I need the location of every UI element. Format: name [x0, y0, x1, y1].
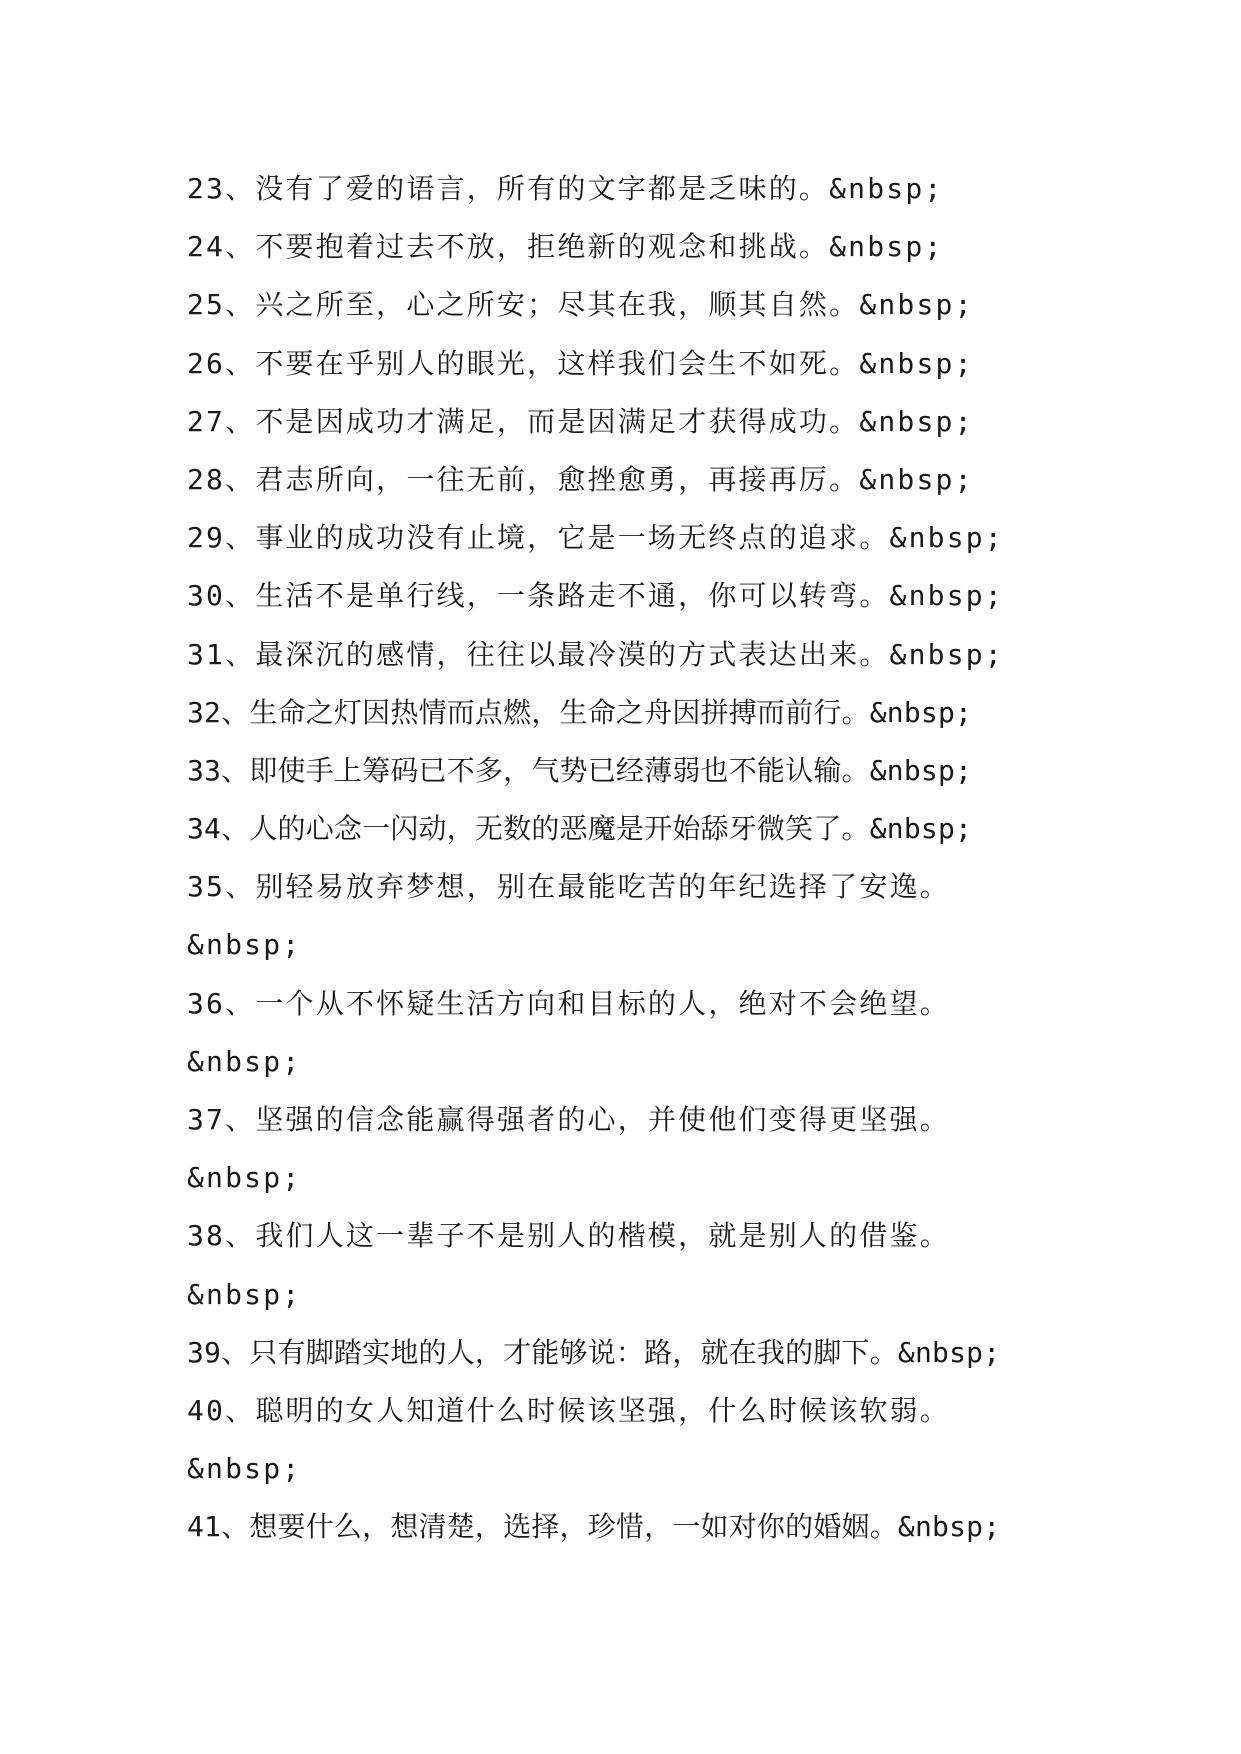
text-line: 32、生命之灯因热情而点燃，生命之舟因拼搏而前行。&nbsp;	[187, 695, 973, 729]
text-line: 35、别轻易放弃梦想，别在最能吃苦的年纪选择了安逸。	[187, 870, 950, 904]
text-line: 38、我们人这一辈子不是别人的楷模，就是别人的借鉴。	[187, 1219, 950, 1253]
text-line: 39、只有脚踏实地的人，才能够说：路，就在我的脚下。&nbsp;	[187, 1335, 1001, 1369]
text-line: 27、不是因成功才满足，而是因满足才获得成功。&nbsp;	[187, 404, 974, 438]
text-line: 26、不要在乎别人的眼光，这样我们会生不如死。&nbsp;	[187, 346, 974, 380]
text-line: 31、最深沉的感情，往往以最冷漠的方式表达出来。&nbsp;	[187, 637, 1004, 671]
text-line: 40、聪明的女人知道什么时候该坚强，什么时候该软弱。	[187, 1393, 950, 1427]
text-line: 24、不要抱着过去不放，拒绝新的观念和挑战。&nbsp;	[187, 230, 944, 264]
text-line: 36、一个从不怀疑生活方向和目标的人，绝对不会绝望。	[187, 986, 950, 1020]
text-line: 41、想要什么，想清楚，选择，珍惜，一如对你的婚姻。&nbsp;	[187, 1510, 1001, 1544]
quote-list	[187, 160, 1067, 1557]
text-line: 28、君志所向，一往无前，愈挫愈勇，再接再厉。&nbsp;	[187, 462, 974, 496]
text-line: &nbsp;	[187, 928, 302, 962]
text-line: 23、没有了爱的语言，所有的文字都是乏味的。&nbsp;	[187, 172, 944, 205]
text-line: &nbsp;	[187, 1161, 302, 1195]
text-line: 33、即使手上筹码已不多，气势已经薄弱也不能认输。&nbsp;	[187, 753, 973, 787]
text-line: &nbsp;	[187, 1044, 302, 1078]
text-line: 25、兴之所至，心之所安；尽其在我，顺其自然。&nbsp;	[187, 288, 974, 322]
text-line: 30、生活不是单行线，一条路走不通，你可以转弯。&nbsp;	[187, 579, 1004, 613]
text-line: 34、人的心念一闪动，无数的恶魔是开始舔牙微笑了。&nbsp;	[187, 812, 973, 846]
text-line: 37、坚强的信念能赢得强者的心，并使他们变得更坚强。	[187, 1103, 950, 1136]
text-line: &nbsp;	[187, 1277, 302, 1311]
text-line: 29、事业的成功没有止境，它是一场无终点的追求。&nbsp;	[187, 521, 1004, 555]
text-line: &nbsp;	[187, 1452, 302, 1486]
